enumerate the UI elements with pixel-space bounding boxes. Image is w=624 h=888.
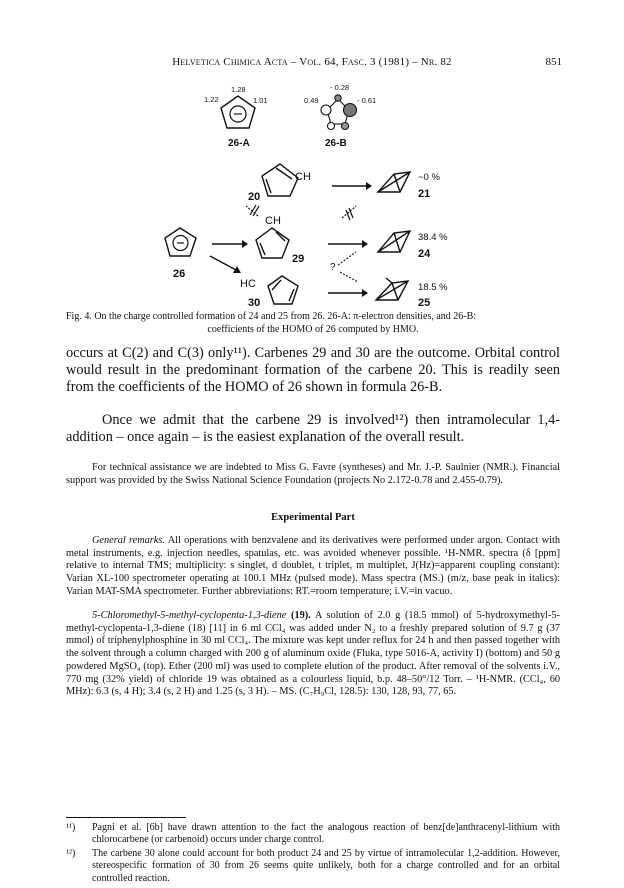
footnote-12-text: The carbene 30 alone could account for both product 24 and 25 by virtue of intramolecular 1,2-addition. However, stereospecific formation of 30 from 26 seems quite unlikely, both for a charge controlled and for an orbital controlled reaction. — [92, 848, 560, 884]
yield-21: ~0 % — [418, 172, 440, 183]
journal-header: Helvetica Chimica Acta – Vol. 64, Fasc. 3 (1981) – Nr. 82 — [172, 56, 452, 68]
coefficient-label-2: 0.49 — [304, 96, 319, 105]
compound-30: 30 — [248, 297, 261, 309]
label-26A: 26-A — [228, 138, 250, 149]
structure-24 — [378, 231, 410, 252]
paragraph-conclusion: Once we admit that the carbene 29 is involved¹²) then intramolecular 1,4-addition – once again – is the easiest explanation of the overall result. — [66, 412, 560, 445]
yield-25: 18.5 % — [418, 282, 448, 293]
structure-20 — [262, 164, 298, 196]
arrow-26-29-head — [242, 240, 248, 248]
blocked-arrow-29-21 — [342, 206, 356, 220]
general-remarks-title: General remarks. — [92, 535, 165, 546]
preparation-compound: (19). — [291, 610, 311, 621]
figure-caption — [66, 311, 560, 336]
arrow-20-21-head — [366, 182, 372, 190]
yield-24: 38.4 % — [418, 232, 448, 243]
structure-29 — [256, 228, 289, 258]
compound-25: 25 — [418, 297, 431, 309]
structure-26 — [165, 228, 196, 256]
compound-29: 29 — [292, 253, 305, 265]
arrow-29-24-head — [362, 240, 368, 248]
preparation-text: A solution of 2.0 g (18.5 mmol) of 5-hydroxymethyl-5-methyl-cyclopenta-1,3-diene (18) [11] in 6 ml CCl₄ was added under N₂ to a freshly prepared solution of 9.7 g (37 mmol) of triphenylphosphine in 30 ml CCl₄. The mixture was kept under reflux for 24 h and then passed together with the solvent through a column charged with 200 g of aluminum oxide (Fluka, type 5016-A, activity I) (bottom) and 50 g powdered MgSO₄ (top). Ether (200 ml) was used to complete elution of the product. After removal of the solvents i.V., 770 mg (32% yield) of chloride 19 was obtained as a colourless liquid, b.p. 48–50°/12 Torr. – ¹H-NMR. (CCl₄, 60 MHz): 6.3 (s, 4 H); 3.4 (s, 2 H) and 1.25 (s, 3 H). – MS. (C₇H₉Cl, 128.5): 130, 128, 93, 77, 65. — [66, 610, 560, 698]
dashed-arrow-30-25 — [340, 272, 358, 282]
caption-line-2: coefficients of the HOMO of 26 computed by HMO. — [207, 323, 419, 335]
acknowledgement: For technical assistance we are indebted to Miss G. Favre (syntheses) and Mr. J.-P. Saulnier (NMR.). Financial support was provided by the Swiss National Science Foundation (projects No 2.172-0.78 and 2.455-0.79). — [66, 462, 560, 486]
carbene-29-label: CH — [265, 215, 281, 227]
structure-26B — [321, 95, 357, 130]
footnote-12 — [66, 848, 560, 885]
paragraph-orbital-control: occurs at C(2) and C(3) only¹¹). Carbenes 29 and 30 are the outcome. Orbital control would result in the predominant formation of the carbene 20. This is readily seen from the coefficients of the HOMO of 26 shown in formula 26-B. — [66, 345, 560, 395]
density-label-2: 1.22 — [204, 95, 219, 104]
structure-30 — [268, 276, 298, 304]
section-title: Experimental Part — [271, 512, 355, 523]
footnote-11 — [66, 822, 560, 847]
footnote-11-text: Pagni et al. [6b] have drawn attention to the fact the analogous reaction of benz[de]anthracenyl-lithium with chlorocarbene (or carbenoid) occurs under charge control. — [92, 822, 560, 846]
compound-24: 24 — [418, 248, 431, 260]
compound-21: 21 — [418, 188, 431, 200]
general-remarks-text: All operations with benzvalene and its derivatives were performed under argon. Contact with metal instruments, e.g. injection needles, spatulas, etc. was avoided whenever possible. ¹H-NMR. spectra (δ [ppm] relative to internal TMS; multiplicity: s singlet, d doublet, t triplet, m multiplet, J(Hz)=apparent coupling constant): Varian XL-100 spectrometer operating at 100.1 MHz (pulsed mode). Mass spectra (MS.) (m/z, base peak in italics): Varian MAT-SMA spectrometer. Further abbreviations: RT.=room temperature; i.V.=in vacuo. — [66, 535, 560, 597]
compound-26: 26 — [173, 268, 186, 280]
structure-26A — [221, 96, 255, 128]
structure-21 — [378, 172, 410, 192]
coefficient-label-3: - 0.61 — [357, 96, 377, 105]
coefficient-label-1: - 0.28 — [330, 83, 350, 92]
caption-line-1: Fig. 4. On the charge controlled formation of 24 and 25 from 26. 26-A: π-electron densities, and 26-B: — [66, 311, 477, 322]
carbene-20-label: CH — [295, 171, 311, 183]
dashed-arrow-29-25 — [338, 252, 356, 265]
footnote-12-number: ¹²) — [66, 848, 76, 859]
density-label-3: 1.01 — [253, 96, 268, 105]
footnote-11-number: ¹¹) — [66, 822, 76, 833]
page-number: 851 — [545, 56, 562, 68]
question-mark: ? — [330, 262, 336, 273]
preparation-title: 5-Chloromethyl-5-methyl-cyclopenta-1,3-diene — [92, 610, 287, 621]
general-remarks — [66, 535, 560, 599]
arrow-26-30 — [210, 256, 236, 270]
preparation-19 — [66, 610, 560, 699]
structure-25 — [376, 278, 408, 300]
carbene-30-label: HC — [240, 278, 256, 290]
blocked-arrow-26-20 — [246, 205, 259, 216]
reaction-scheme — [0, 0, 624, 310]
arrow-30-25-head — [362, 289, 368, 297]
label-26B: 26-B — [325, 138, 347, 149]
footnote-rule — [66, 817, 186, 818]
density-label-1: 1.28 — [231, 85, 246, 94]
compound-20: 20 — [248, 191, 261, 203]
